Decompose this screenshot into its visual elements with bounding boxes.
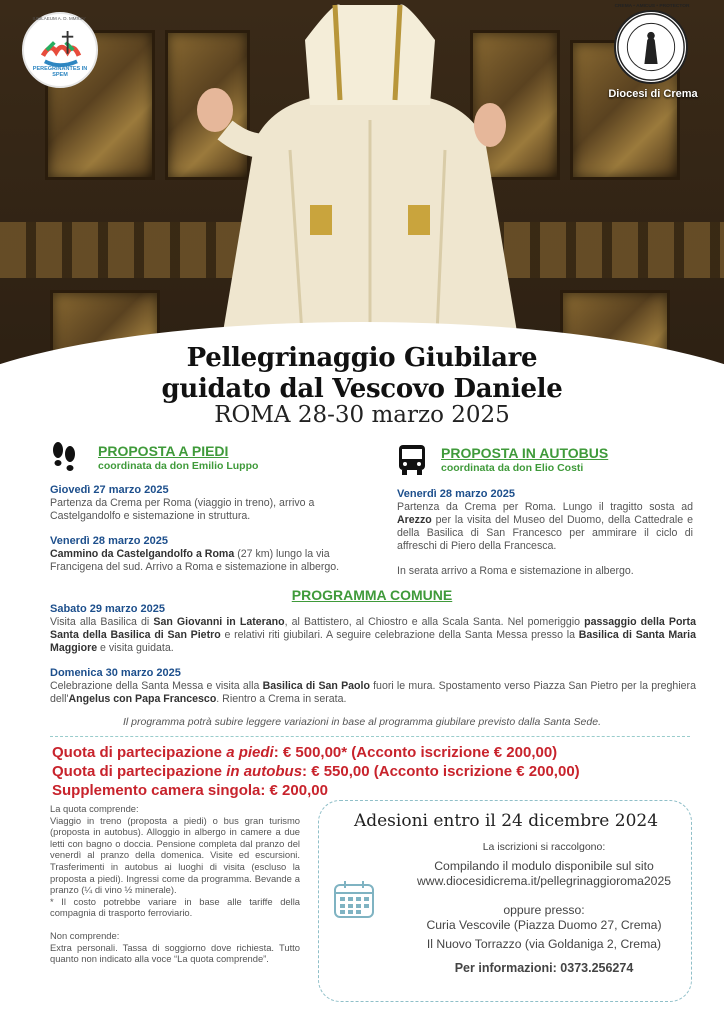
day-text-venerdi-piedi: Cammino da Castelgandolfo a Roma (27 km) lungo la via Francigena del sud. Arrivo a Roma e sistemazione in albergo. (50, 548, 340, 573)
day-title-venerdi-piedi: Venerdì 28 marzo 2025 (50, 535, 169, 547)
coordinator-autobus: coordinata da don Elio Costi (441, 462, 584, 474)
day-text-venerdi-autobus: Partenza da Crema per Roma. Lungo il tragitto sosta ad Arezzo per la visita del Museo del Duomo, della Cattedrale e della Basilica di San Francesco per ammirare il ciclo di affreschi di Piero della Francesca. (397, 501, 693, 552)
day-title-giovedi: Giovedì 27 marzo 2025 (50, 484, 169, 496)
price-piedi: Quota di partecipazione a piedi: € 500,00* (Acconto iscrizione € 200,00) (52, 744, 558, 761)
day-text-domenica: Celebrazione della Santa Messa e visita alla Basilica di San Paolo fuori le mura. Spostamento verso Piazza San Pietro per la preghiera dell'Angelus con Papa Francesco. Rientro a Crema in serata. (50, 680, 696, 705)
registration-intro: La iscrizioni si raccolgono: (482, 841, 606, 853)
registration-location-torrazzo: Il Nuovo Torrazzo (via Goldaniga 2, Crema) (426, 937, 662, 951)
day-title-sabato: Sabato 29 marzo 2025 (50, 603, 165, 615)
price-autobus: Quota di partecipazione in autobus: € 550,00 (Acconto iscrizione € 200,00) (52, 763, 580, 780)
jubilee-logo-text: PEREGRINANTES IN SPEM (32, 66, 88, 78)
registration-deadline: Adesioni entro il 24 dicembre 2024 (353, 811, 659, 831)
day-title-domenica: Domenica 30 marzo 2025 (50, 667, 181, 679)
registration-location-curia: Curia Vescovile (Piazza Duomo 27, Crema) (426, 918, 662, 932)
day-text-giovedi: Partenza da Crema per Roma (viaggio in treno), arrivo a Castelgandolfo e sistemazione in struttura. (50, 497, 315, 522)
coordinator-piedi: coordinata da don Emilio Luppo (98, 460, 259, 472)
event-dates: ROMA 28-30 marzo 2025 (214, 402, 510, 428)
heading-programma-comune: PROGRAMMA COMUNE (291, 587, 453, 603)
registration-website-link[interactable]: www.diocesidicrema.it/pellegrinaggioroma2025 (416, 874, 672, 888)
registration-alt-text: oppure presso: (503, 903, 585, 917)
heading-proposta-piedi: PROPOSTA A PIEDI (98, 443, 229, 459)
diocese-seal (614, 10, 688, 84)
day-text-sabato: Visita alla Basilica di San Giovanni in Laterano, al Battistero, al Chiostro e alla Scala Santa. Nel pomeriggio passaggio della Porta Santa della Basilica di San Pietro e relativi riti giubilari. A seguire celebrazione della Santa Messa presso la Basilica di Santa Maria Maggiore e visita guidata. (50, 616, 696, 654)
footprints-icon (50, 440, 78, 474)
bus-icon (397, 444, 427, 476)
day-text-serata-autobus: In serata arrivo a Roma e sistemazione in albergo. (397, 565, 634, 577)
heading-proposta-autobus: PROPOSTA IN AUTOBUS (441, 445, 609, 461)
day-title-venerdi-autobus: Venerdì 28 marzo 2025 (397, 488, 516, 500)
section-divider (50, 736, 690, 737)
includes-text: Viaggio in treno (proposta a piedi) o bus gran turismo (proposta in autobus). Alloggio in albergo in camere a due letti con bagno o doccia. Pensione completa dal pranzo del venerdì al pranzo della domenica. Visite ed escursioni. Trasferimenti in autobus ai luoghi di visita (escluso la proposta a piedi). Ingressi come da programma. Bevande a pranzo (¼ di vino ½ minerale). (50, 814, 300, 896)
excludes-title: Non comprende: (50, 929, 120, 941)
price-singola: Supplemento camera singola: € 200,00 (52, 782, 328, 799)
includes-title: La quota comprende: (50, 803, 139, 814)
jubilee-logo-top-text: IUBILAEUM A. D. MMXXV (32, 16, 86, 21)
calendar-icon (333, 879, 375, 919)
registration-box (318, 800, 692, 1002)
diocese-label: Diocesi di Crema (608, 88, 698, 100)
includes-footnote: * Il costo potrebbe variare in base alle tariffe della compagnia di trasporto ferroviario. (50, 895, 300, 919)
title-line-2: guidato dal Vescovo Daniele (161, 374, 563, 404)
excludes-text: Extra personali. Tassa di soggiorno dove richiesta. Tutto quanto non indicato alla voce “La quota comprende”. (50, 941, 300, 965)
program-note: Il programma potrà subire leggere variazioni in base al programma giubilare previsto dalla Santa Sede. (122, 716, 601, 728)
includes-section (50, 803, 300, 965)
title-line-1: Pellegrinaggio Giubilare (186, 343, 538, 373)
registration-online-text: Compilando il modulo disponibile sul sito (434, 859, 654, 873)
diocese-seal-text: CREMA • AMICUS • PROTECTOR (614, 4, 690, 9)
info-phone[interactable]: Per informazioni: 0373.256274 (454, 961, 634, 975)
